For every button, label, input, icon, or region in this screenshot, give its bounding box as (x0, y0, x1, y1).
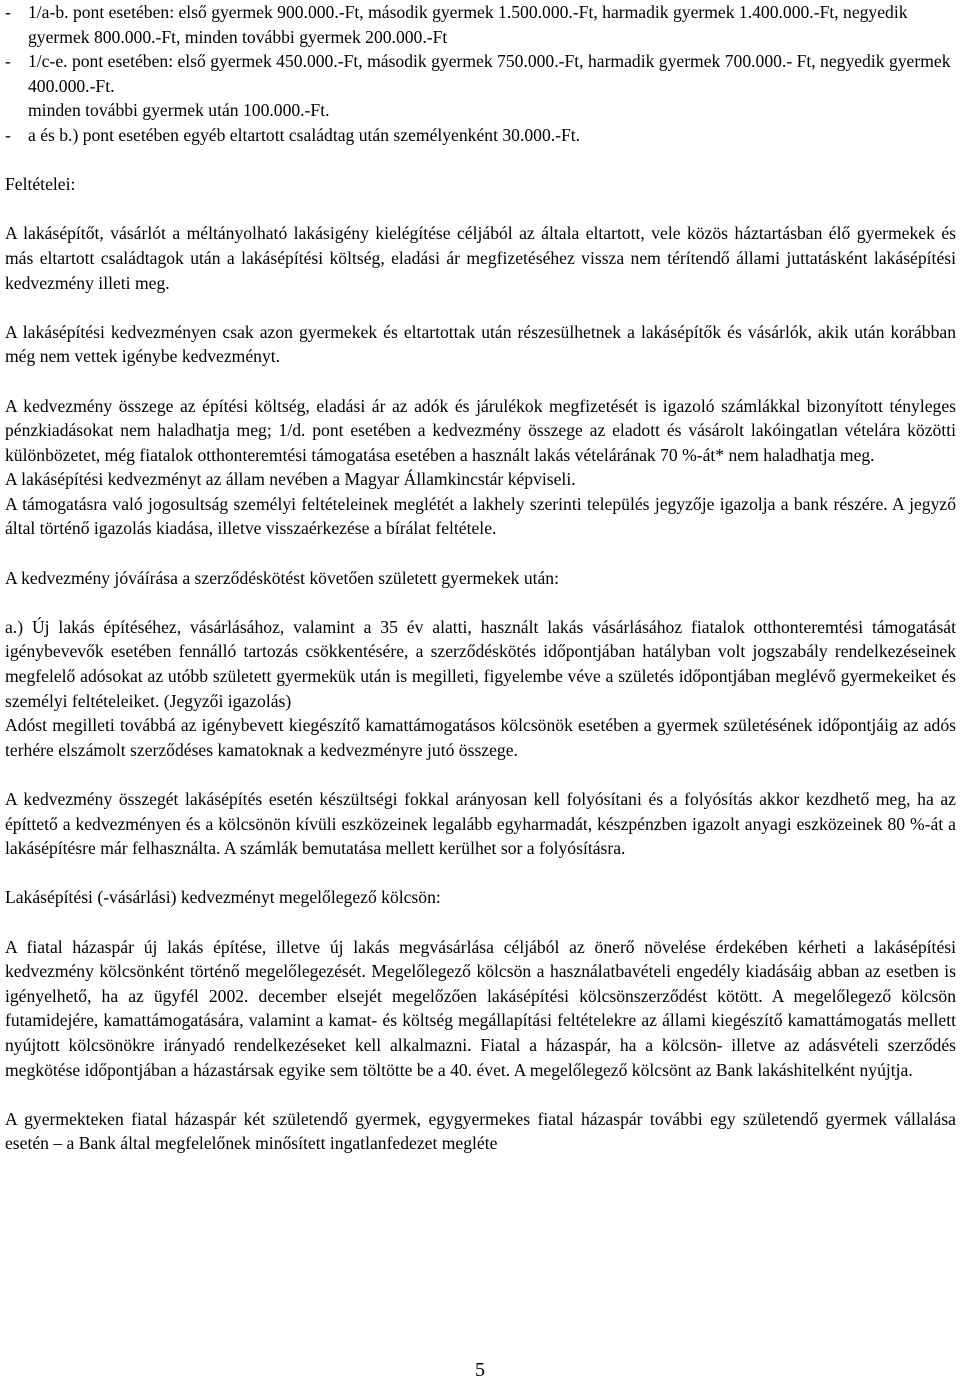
paragraph: A lakásépítési kedvezményen csak azon gyermekek és eltartottak után részesülhetnek a lakásépítők és vásárlók, akik után korábban még nem vettek igénybe kedvezményt. (5, 321, 956, 367)
bullet-dash: - (5, 2, 11, 22)
paragraph: A kedvezmény összegét lakásépítés esetén készültségi fokkal arányosan kell folyósítani és a folyósítás akkor kezdhető meg, ha az építtető a kedvezményen és a kölcsönön kívüli eszközeinek legalább egyharmadát, készpénzben igazolt anyagi eszközeinek 80 %-át a lakásépítésre már felhasználta. A számlák bemutatása mellett kerülhet sor a folyósításra. (5, 789, 956, 859)
page-number: 5 (475, 1359, 485, 1381)
paragraph: A lakásépítőt, vásárlót a méltányolható lakásigény kielégítése céljából az általa eltartott, vele közös háztartásban élő gyermekek és más eltartott családtagok után a lakásépítési költség, eladási ár megfizetéséhez vissza nem térítendő állami juttatásként lakásépítési kedvezmény illeti meg. (5, 223, 956, 293)
bullet-text: 1/a-b. pont esetében: első gyermek 900.000.-Ft, második gyermek 1.500.000.-Ft, harmadik gyermek 1.400.000.-Ft, negyedik gyermek 800.000.-Ft, minden további gyermek 200.000.-Ft (28, 2, 908, 47)
bullet-text: 1/c-e. pont esetében: első gyermek 450.000.-Ft, második gyermek 750.000.-Ft, harmadik gyermek 700.000.- Ft, negyedik gyermek 400.000.-Ft. (28, 51, 951, 96)
paragraph: A támogatásra való jogosultság személyi feltételeinek meglétét a lakhely szerinti település jegyzője igazolja a bank részére. A jegyző által történő igazolás kiadása, illetve visszaérkezése a bírálat feltétele. (5, 493, 956, 539)
paragraph: A lakásépítési kedvezményt az állam nevében a Magyar Államkincstár képviseli. (5, 469, 576, 490)
paragraph: A fiatal házaspár új lakás építése, illetve új lakás megvásárlása céljából az önerő növelése érdekében kérheti a lakásépítési kedvezmény kölcsönként történő megelőlegezését. Megelőlegező kölcsön a használatbavételi engedély kiadásáig abban az esetben is igényelhető, ha az ügyfél 2002. december elsejét megelőzően lakásépítési kölcsönszerződést kötött. A megelőlegező kölcsön futamidejére, kamattámogatására, valamint a kamat- és költség megállapítási feltételekre az állami kiegészítő kamattámogatás mellett nyújtott kölcsönökre irányadó rendelkezéseket kell alkalmazni. Fiatal a házaspár, ha a kölcsön- illetve az adásvételi szerződés megkötése időpontjában a házastársak egyike sem töltötte be a 40. évet. A megelőlegező kölcsönt az Bank lakáshitelként nyújtja. (5, 936, 956, 1080)
bullet-item (5, 123, 956, 148)
paragraph: A kedvezmény jóváírása a szerződéskötést követően született gyermekek után: (5, 567, 559, 588)
bullet-dash: - (5, 124, 11, 145)
paragraph: a.) Új lakás építéséhez, vásárlásához, valamint a 35 év alatti, használt lakás vásárlásához fiatalok otthonteremtési támogatását igénybevevők esetében fennálló tartozás csökkentésére, a szerződéskötés időpontjában hatályban volt jogszabály rendelkezéseinek megfelelő adósokat az utóbb született gyermekük után is megilleti, figyelembe véve a születés időpontjában meglévő gyermekeiket és személyi feltételeiket. (Jegyzői igazolás) (5, 616, 956, 711)
section-heading: Lakásépítési (-vásárlási) kedvezményt megelőlegező kölcsön: (5, 887, 441, 908)
bullet-item (5, 49, 956, 98)
document-page (5, 0, 956, 1156)
paragraph: A kedvezmény összege az építési költség, eladási ár az adók és járulékok megfizetését is igazoló számlákkal bizonyított tényleges pénzkiadásokat nem haladhatja meg; 1/d. pont esetében a kedvezmény összege az eladott és vásárolt lakóingatlan vételára közötti különbözetet, még fiatalok otthonteremtési támogatása esetében a használt lakás vételárának 70 %-át* nem haladhatja meg. (5, 395, 956, 465)
paragraph: Adóst megilleti továbbá az igénybevett kiegészítő kamattámogatásos kölcsönök esetében a gyermek születésének időpontjáig az adós terhére elszámolt szerződéses kamatoknak a kedvezményre jutó összege. (5, 715, 956, 760)
paragraph: A gyermekteken fiatal házaspár két születendő gyermek, egygyermekes fiatal házaspár további egy születendő gyermek vállalása esetén – a Bank által megfelelőnek minősített ingatlanfedezet megléte (5, 1108, 956, 1154)
bullet-dash: - (5, 51, 11, 72)
bullet-item (5, 0, 956, 49)
conditions-heading: Feltételei: (5, 174, 76, 195)
bullet-continuation: minden további gyermek után 100.000.-Ft. (28, 100, 330, 121)
bullet-text: a és b.) pont esetében egyéb eltartott családtag után személyenként 30.000.-Ft. (28, 124, 581, 145)
